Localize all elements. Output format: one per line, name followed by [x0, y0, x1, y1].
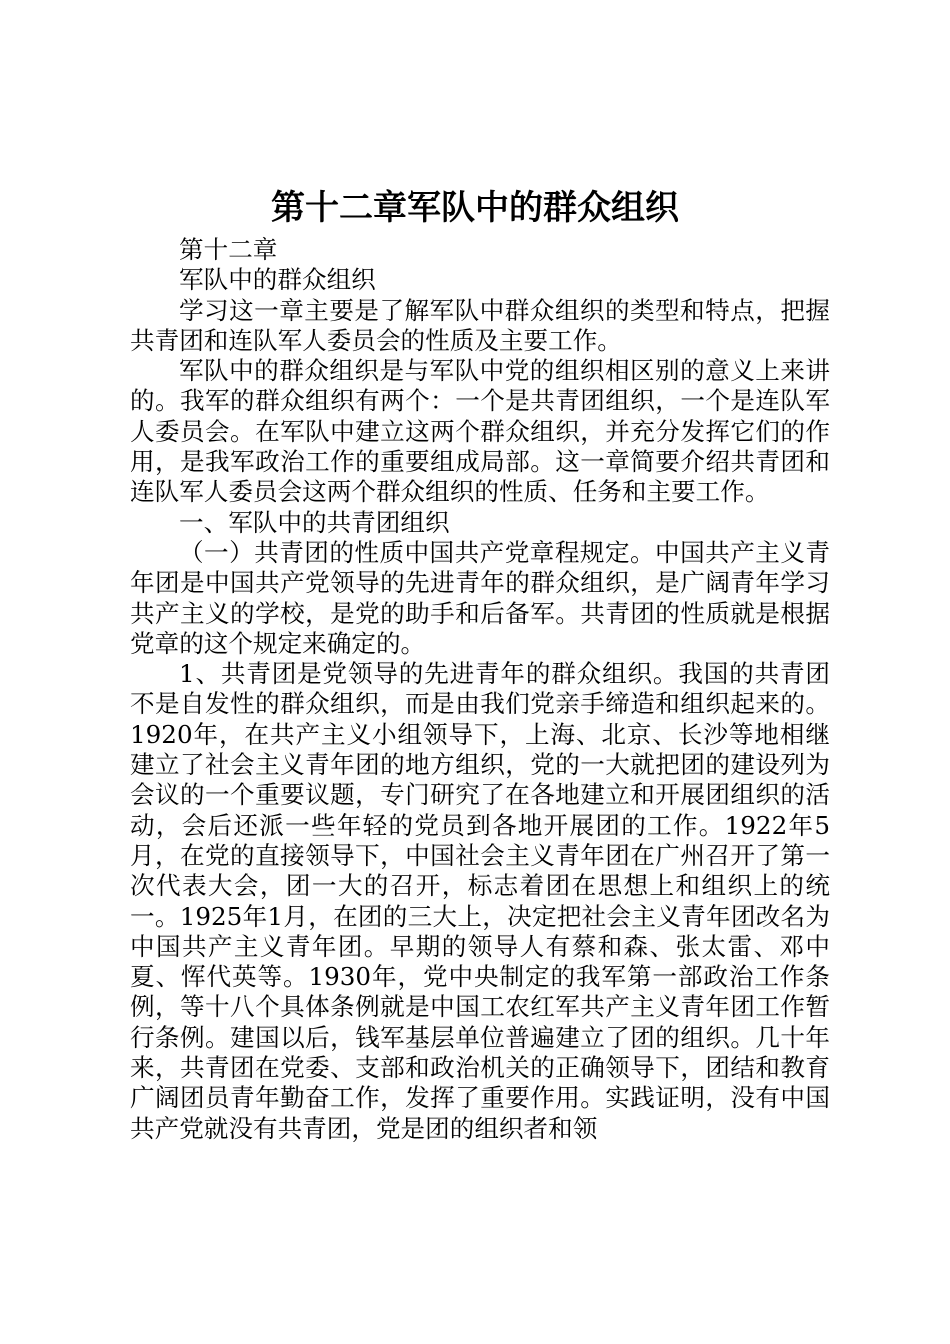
chapter-label: 第十二章 — [179, 235, 278, 264]
document-body — [130, 235, 830, 1144]
paragraph: 学习这一章主要是了解军队中群众组织的类型和特点，把握共青团和连队军人委员会的性质及主要工作。 — [130, 295, 830, 355]
paragraph: （一）共青团的性质中国共产党章程规定。中国共产主义青年团是中国共产党领导的先进青年的群众组织，是广阔青年学习共产主义的学校，是党的助手和后备军。共青团的性质就是根据党章的这个规定来确定的。 — [130, 537, 830, 658]
paragraph: 军队中的群众组织是与军队中党的组织相区别的意义上来讲的。我军的群众组织有两个：一个是共青团组织，一个是连队军人委员会。在军队中建立这两个群众组织，并充分发挥它们的作用，是我军政治工作的重要组成局部。这一章简要介绍共青团和连队军人委员会这两个群众组织的性质、任务和主要工作。 — [130, 356, 830, 507]
paragraph: 1、共青团是党领导的先进青年的群众组织。我国的共青团不是自发性的群众组织，而是由我们党亲手缔造和组织起来的。1920年，在共产主义小组领导下，上海、北京、长沙等地相继建立了社会主义青年团的地方组织，党的一大就把团的建设列为会议的一个重要议题，专门研究了在各地建立和开展团组织的活动，会后还派一些年轻的党员到各地开展团的工作。1922年5月，在党的直接领导下，中国社会主义青年团在广州召开了第一次代表大会，团一大的召开，标志着团在思想上和组织上的统一。1925年1月，在团的三大上，决定把社会主义青年团改名为中国共产主义青年团。早期的领导人有蔡和森、张太雷、邓中夏、恽代英等。1930年，党中央制定的我军第一部政治工作条例，等十八个具体条例就是中国工农红军共产主义青年团工作暂行条例。建国以后，钱军基层单位普遍建立了团的组织。几十年来，共青团在党委、支部和政治机关的正确领导下，团结和教育广阔团员青年勤奋工作，发挥了重要作用。实践证明，没有中国共产党就没有共青团，党是团的组织者和领 — [130, 659, 830, 1143]
document-title: 第十二章军队中的群众组织 — [271, 188, 679, 228]
section-heading: 一、军队中的共青团组织 — [179, 507, 450, 537]
chapter-subtitle: 军队中的群众组织 — [179, 265, 376, 295]
